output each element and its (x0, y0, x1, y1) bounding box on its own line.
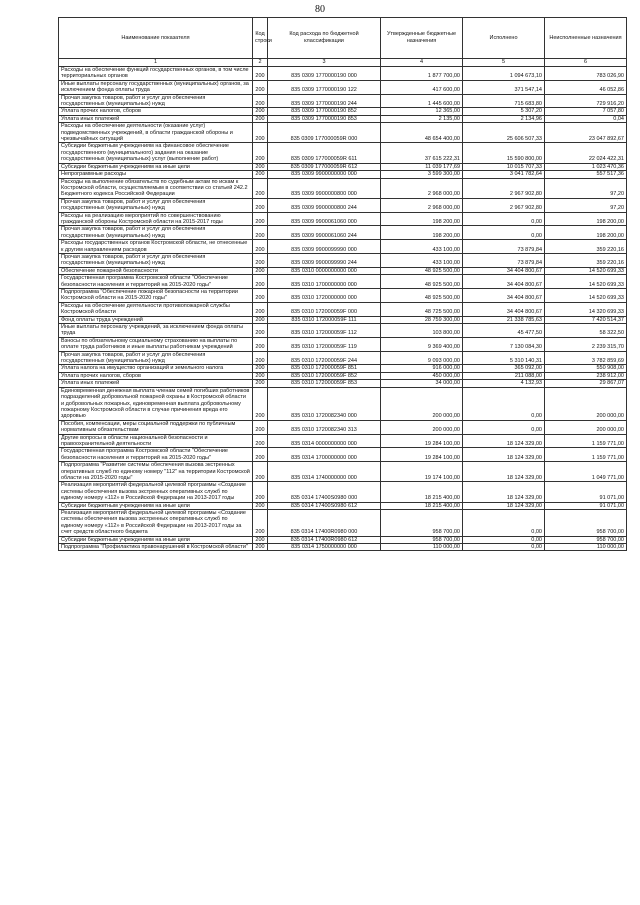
row-approved-amount: 28 759 300,00 (381, 316, 463, 323)
row-line-code: 200 (253, 123, 268, 143)
row-approved-amount: 198 200,00 (381, 212, 463, 226)
row-budget-code: 835 0310 172000059F 112 (268, 324, 381, 338)
row-approved-amount: 11 039 177,69 (381, 163, 463, 170)
table-row (59, 337, 627, 351)
row-executed-amount: 211 088,00 (463, 372, 545, 379)
table-row (59, 212, 627, 226)
row-line-code: 200 (253, 115, 268, 122)
row-remaining-amount: 14 520 699,33 (545, 275, 627, 289)
row-indicator-name: Расходы на выполнение обязательств по судебным актам по искам к Костромской области, осуществляемым в соответствии со статьей 242.2 Бюджетного кодекса Российской Федерации (59, 178, 253, 198)
row-indicator-name: Подпрограмма "Развитие системы обеспечения вызова экстренных оперативных служб по единому номеру "112" на территории Костромской области на 2015-2020 годы" (59, 462, 253, 482)
row-approved-amount: 110 000,00 (381, 544, 463, 551)
row-budget-code: 835 0314 1750000000 000 (268, 544, 381, 551)
row-indicator-name: Расходы на реализацию мероприятий по совершенствованию гражданской обороны Костромской области на 2015-2017 годы (59, 212, 253, 226)
column-number: 6 (545, 59, 627, 67)
row-remaining-amount: 14 520 699,33 (545, 289, 627, 303)
column-number: 5 (463, 59, 545, 67)
row-budget-code: 835 0314 1740000000 000 (268, 462, 381, 482)
table-row (59, 302, 627, 316)
row-budget-code: 835 0309 177000059R 612 (268, 163, 381, 170)
row-approved-amount: 958 700,00 (381, 510, 463, 537)
row-executed-amount: 34 404 800,67 (463, 267, 545, 274)
row-budget-code: 835 0309 1770000190 000 (268, 67, 381, 81)
row-remaining-amount: 729 916,20 (545, 94, 627, 108)
row-budget-code: 835 0309 1770000190 244 (268, 94, 381, 108)
row-approved-amount: 34 000,00 (381, 380, 463, 387)
row-remaining-amount: 200 000,00 (545, 420, 627, 434)
row-remaining-amount: 958 700,00 (545, 536, 627, 543)
row-remaining-amount: 198 200,00 (545, 212, 627, 226)
row-approved-amount: 198 200,00 (381, 226, 463, 240)
row-indicator-name: Уплата прочих налогов, сборов (59, 372, 253, 379)
table-row (59, 448, 627, 462)
table-row (59, 502, 627, 509)
row-indicator-name: Взносы по обязательному социальному страхованию на выплаты по оплате труда работников и иные выплаты работникам учреждений (59, 337, 253, 351)
row-budget-code: 835 0310 172000059F 111 (268, 316, 381, 323)
row-line-code: 200 (253, 226, 268, 240)
row-executed-amount: 0,00 (463, 420, 545, 434)
column-number-row (59, 59, 627, 67)
row-executed-amount: 3 041 782,64 (463, 171, 545, 178)
table-row (59, 267, 627, 274)
row-line-code: 200 (253, 198, 268, 212)
row-indicator-name: Уплата налога на имущество организаций и земельного налога (59, 365, 253, 372)
row-remaining-amount: 14 520 699,33 (545, 267, 627, 274)
row-budget-code: 835 0309 1770000190 852 (268, 108, 381, 115)
row-approved-amount: 19 174 100,00 (381, 462, 463, 482)
row-line-code: 200 (253, 324, 268, 338)
row-line-code: 200 (253, 212, 268, 226)
row-line-code: 200 (253, 267, 268, 274)
row-approved-amount: 9 093 000,00 (381, 351, 463, 365)
row-approved-amount: 916 000,00 (381, 365, 463, 372)
row-remaining-amount: 3 782 859,69 (545, 351, 627, 365)
row-executed-amount: 0,00 (463, 212, 545, 226)
row-remaining-amount: 22 024 422,31 (545, 143, 627, 163)
row-remaining-amount: 58 322,50 (545, 324, 627, 338)
row-indicator-name: Субсидии бюджетным учреждениям на финансовое обеспечение государственного (муниципального) задания на оказание государственных (муниципальных) услуг (выполнение работ) (59, 143, 253, 163)
row-budget-code: 835 0314 17400R0980 000 (268, 510, 381, 537)
row-budget-code: 835 0310 1720000000 000 (268, 289, 381, 303)
header-indicator-name: Наименование показателя (59, 18, 253, 59)
row-budget-code: 835 0310 172000059F 851 (268, 365, 381, 372)
row-executed-amount: 0,00 (463, 544, 545, 551)
table-row (59, 316, 627, 323)
row-remaining-amount: 783 026,90 (545, 67, 627, 81)
row-executed-amount: 2 967 902,80 (463, 178, 545, 198)
row-line-code: 200 (253, 337, 268, 351)
row-line-code: 200 (253, 536, 268, 543)
row-line-code: 200 (253, 163, 268, 170)
column-number: 3 (268, 59, 381, 67)
row-line-code: 200 (253, 482, 268, 502)
table-row (59, 380, 627, 387)
row-executed-amount: 5 307,20 (463, 108, 545, 115)
column-number: 4 (381, 59, 463, 67)
row-approved-amount: 958 700,00 (381, 536, 463, 543)
row-approved-amount: 18 215 400,00 (381, 482, 463, 502)
row-executed-amount: 34 404 800,67 (463, 302, 545, 316)
row-approved-amount: 2 135,00 (381, 115, 463, 122)
table-row (59, 123, 627, 143)
row-approved-amount: 48 925 500,00 (381, 289, 463, 303)
row-budget-code: 835 0309 9900099990 000 (268, 240, 381, 254)
table-row (59, 143, 627, 163)
row-budget-code: 835 0314 17400R0980 612 (268, 536, 381, 543)
row-approved-amount: 2 968 000,00 (381, 178, 463, 198)
row-remaining-amount: 557 517,36 (545, 171, 627, 178)
row-executed-amount: 2 967 902,80 (463, 198, 545, 212)
row-budget-code: 835 0310 172000059F 119 (268, 337, 381, 351)
row-indicator-name: Прочая закупка товаров, работ и услуг для обеспечения государственных (муниципальных) нужд (59, 198, 253, 212)
row-executed-amount: 73 879,84 (463, 240, 545, 254)
row-line-code: 200 (253, 544, 268, 551)
row-remaining-amount: 110 000,00 (545, 544, 627, 551)
table-row (59, 275, 627, 289)
header-executed: Исполнено (463, 18, 545, 59)
row-line-code: 200 (253, 80, 268, 94)
row-line-code: 200 (253, 94, 268, 108)
row-approved-amount: 1 445 600,00 (381, 94, 463, 108)
row-remaining-amount: 46 052,86 (545, 80, 627, 94)
row-remaining-amount: 91 071,00 (545, 482, 627, 502)
row-executed-amount: 25 606 507,33 (463, 123, 545, 143)
row-remaining-amount: 238 912,00 (545, 372, 627, 379)
table-row (59, 226, 627, 240)
row-approved-amount: 433 100,00 (381, 253, 463, 267)
row-line-code: 200 (253, 171, 268, 178)
table-row (59, 372, 627, 379)
row-executed-amount: 73 879,84 (463, 253, 545, 267)
table-row (59, 108, 627, 115)
row-line-code: 200 (253, 178, 268, 198)
row-remaining-amount: 97,20 (545, 178, 627, 198)
row-indicator-name: Подпрограмма "Обеспечение пожарной безопасности на территории Костромской области на 2015-2020 годы" (59, 289, 253, 303)
row-line-code: 200 (253, 380, 268, 387)
table-row (59, 420, 627, 434)
row-executed-amount: 1 094 673,10 (463, 67, 545, 81)
row-approved-amount: 433 100,00 (381, 240, 463, 254)
row-approved-amount: 417 600,00 (381, 80, 463, 94)
row-budget-code: 835 0310 172000059F 244 (268, 351, 381, 365)
table-row (59, 240, 627, 254)
row-executed-amount: 371 547,14 (463, 80, 545, 94)
row-line-code: 200 (253, 289, 268, 303)
table-row (59, 510, 627, 537)
row-budget-code: 835 0310 1720082340 313 (268, 420, 381, 434)
row-executed-amount: 34 404 800,67 (463, 289, 545, 303)
row-indicator-name: Уплата иных платежей (59, 380, 253, 387)
row-line-code: 200 (253, 434, 268, 448)
row-indicator-name: Субсидии бюджетным учреждениям на иные цели (59, 536, 253, 543)
row-line-code: 200 (253, 351, 268, 365)
row-budget-code: 835 0314 1700000000 000 (268, 448, 381, 462)
row-approved-amount: 48 925 500,00 (381, 267, 463, 274)
table-row (59, 80, 627, 94)
row-indicator-name: Государственная программа Костромской области "Обеспечение безопасности населения и территорий на 2015-2020 годы" (59, 448, 253, 462)
row-executed-amount: 2 134,96 (463, 115, 545, 122)
row-budget-code: 835 0309 177000059R 611 (268, 143, 381, 163)
row-indicator-name: Пособия, компенсации, меры социальной поддержки по публичным нормативным обязательствам (59, 420, 253, 434)
row-budget-code: 835 0309 9900061060 244 (268, 226, 381, 240)
table-row (59, 482, 627, 502)
row-budget-code: 835 0309 9900000800 000 (268, 178, 381, 198)
row-budget-code: 835 0314 17400S0980 000 (268, 482, 381, 502)
row-executed-amount: 45 477,50 (463, 324, 545, 338)
row-remaining-amount: 1 023 470,36 (545, 163, 627, 170)
row-line-code: 200 (253, 67, 268, 81)
row-approved-amount: 48 654 400,00 (381, 123, 463, 143)
budget-execution-table (58, 17, 627, 551)
row-indicator-name: Обеспечение пожарной безопасности (59, 267, 253, 274)
row-remaining-amount: 1 049 771,00 (545, 462, 627, 482)
row-executed-amount: 18 124 329,00 (463, 482, 545, 502)
table-row (59, 434, 627, 448)
row-budget-code: 835 0314 17400S0980 612 (268, 502, 381, 509)
row-remaining-amount: 91 071,00 (545, 502, 627, 509)
row-executed-amount: 0,00 (463, 387, 545, 420)
row-approved-amount: 200 000,00 (381, 420, 463, 434)
table-header-row (59, 18, 627, 59)
row-line-code: 200 (253, 316, 268, 323)
row-budget-code: 835 0310 0000000000 000 (268, 267, 381, 274)
row-remaining-amount: 7 057,80 (545, 108, 627, 115)
row-indicator-name: Расходы на обеспечение функций государственных органов, в том числе территориальных органов (59, 67, 253, 81)
row-indicator-name: Фонд оплаты труда учреждений (59, 316, 253, 323)
row-budget-code: 835 0309 9900000000 000 (268, 171, 381, 178)
row-executed-amount: 21 338 785,63 (463, 316, 545, 323)
row-indicator-name: Субсидии бюджетным учреждениям на иные цели (59, 502, 253, 509)
row-indicator-name: Реализация мероприятий федеральной целевой программы «Создание системы обеспечения вызова экстренных оперативных служб по единому номеру «112» в Российской Федерации на 2013-2017 годы (59, 482, 253, 502)
row-budget-code: 835 0310 1700000000 000 (268, 275, 381, 289)
row-approved-amount: 3 599 300,00 (381, 171, 463, 178)
row-executed-amount: 18 124 329,00 (463, 434, 545, 448)
row-executed-amount: 365 092,00 (463, 365, 545, 372)
row-approved-amount: 19 284 100,00 (381, 434, 463, 448)
row-remaining-amount: 1 159 771,00 (545, 434, 627, 448)
row-line-code: 200 (253, 365, 268, 372)
row-budget-code: 835 0309 9900099990 244 (268, 253, 381, 267)
header-remaining: Неисполненные назначения (545, 18, 627, 59)
row-line-code: 200 (253, 372, 268, 379)
row-indicator-name: Иные выплаты персоналу государственных (муниципальных) органов, за исключением фонда оплаты труда (59, 80, 253, 94)
row-indicator-name: Расходы на обеспечение деятельности (оказание услуг) подведомственных учреждений, в области гражданской обороны и чрезвычайных ситуаций (59, 123, 253, 143)
table-row (59, 163, 627, 170)
page-number: 80 (315, 4, 325, 15)
row-line-code: 200 (253, 462, 268, 482)
row-remaining-amount: 7 420 514,37 (545, 316, 627, 323)
column-number: 2 (253, 59, 268, 67)
row-budget-code: 835 0309 1770000190 122 (268, 80, 381, 94)
row-remaining-amount: 23 047 892,67 (545, 123, 627, 143)
row-budget-code: 835 0310 172000059F 853 (268, 380, 381, 387)
table-row (59, 324, 627, 338)
table-row (59, 198, 627, 212)
row-executed-amount: 18 124 329,00 (463, 448, 545, 462)
table-row (59, 253, 627, 267)
table-row (59, 67, 627, 81)
row-executed-amount: 10 015 707,33 (463, 163, 545, 170)
row-budget-code: 835 0314 0000000000 000 (268, 434, 381, 448)
row-approved-amount: 12 365,00 (381, 108, 463, 115)
table-row (59, 289, 627, 303)
row-approved-amount: 2 968 000,00 (381, 198, 463, 212)
row-indicator-name: Субсидии бюджетным учреждениям на иные цели (59, 163, 253, 170)
table-row (59, 115, 627, 122)
row-line-code: 200 (253, 143, 268, 163)
row-indicator-name: Уплата иных платежей (59, 115, 253, 122)
header-line-code: Код строки (253, 18, 268, 59)
row-remaining-amount: 14 320 699,33 (545, 302, 627, 316)
table-row (59, 171, 627, 178)
row-indicator-name: Уплата прочих налогов, сборов (59, 108, 253, 115)
row-indicator-name: Государственная программа Костромской области "Обеспечение безопасности населения и территорий на 2015-2020 годы" (59, 275, 253, 289)
row-remaining-amount: 359 220,16 (545, 240, 627, 254)
row-budget-code: 835 0309 9900000800 244 (268, 198, 381, 212)
row-indicator-name: Непрограммные расходы (59, 171, 253, 178)
row-remaining-amount: 2 239 315,70 (545, 337, 627, 351)
row-line-code: 200 (253, 387, 268, 420)
row-line-code: 200 (253, 420, 268, 434)
row-remaining-amount: 198 200,00 (545, 226, 627, 240)
row-executed-amount: 7 130 084,30 (463, 337, 545, 351)
row-executed-amount: 0,00 (463, 510, 545, 537)
row-indicator-name: Прочая закупка товаров, работ и услуг для обеспечения государственных (муниципальных) нужд (59, 94, 253, 108)
row-approved-amount: 19 284 100,00 (381, 448, 463, 462)
row-line-code: 200 (253, 302, 268, 316)
row-line-code: 200 (253, 253, 268, 267)
column-number: 1 (59, 59, 253, 67)
row-line-code: 200 (253, 240, 268, 254)
row-indicator-name: Подпрограмма "Профилактика правонарушений в Костромской области" (59, 544, 253, 551)
row-remaining-amount: 200 000,00 (545, 387, 627, 420)
table-row (59, 536, 627, 543)
row-indicator-name: Реализация мероприятий федеральной целевой программы «Создание системы обеспечения вызова экстренных оперативных служб по единому номеру «112» в Российской Федерации на 2013-2017 годы за счет средств областного бюджета (59, 510, 253, 537)
row-executed-amount: 34 404 800,67 (463, 275, 545, 289)
row-remaining-amount: 1 159 771,00 (545, 448, 627, 462)
row-executed-amount: 15 590 800,00 (463, 143, 545, 163)
row-remaining-amount: 550 908,00 (545, 365, 627, 372)
row-executed-amount: 0,00 (463, 226, 545, 240)
row-indicator-name: Иные выплаты персоналу учреждений, за исключением фонда оплаты труда (59, 324, 253, 338)
row-approved-amount: 450 000,00 (381, 372, 463, 379)
table-row (59, 462, 627, 482)
row-approved-amount: 200 000,00 (381, 387, 463, 420)
row-executed-amount: 5 310 140,31 (463, 351, 545, 365)
table-row (59, 544, 627, 551)
row-approved-amount: 1 877 700,00 (381, 67, 463, 81)
row-executed-amount: 715 683,80 (463, 94, 545, 108)
row-approved-amount: 48 725 500,00 (381, 302, 463, 316)
row-line-code: 200 (253, 108, 268, 115)
row-remaining-amount: 97,20 (545, 198, 627, 212)
row-executed-amount: 18 124 329,00 (463, 502, 545, 509)
row-approved-amount: 18 215 400,00 (381, 502, 463, 509)
row-line-code: 200 (253, 275, 268, 289)
row-remaining-amount: 359 220,16 (545, 253, 627, 267)
row-indicator-name: Единовременная денежная выплата членам семей погибших работников подразделений добровольной пожарной охраны в Костромской области и добровольных пожарных, единовременная выплата добровольному пожарному Костромской области в случае причинения вреда его здоровью (59, 387, 253, 420)
row-budget-code: 835 0310 1720082340 000 (268, 387, 381, 420)
row-approved-amount: 9 369 400,00 (381, 337, 463, 351)
row-budget-code: 835 0309 9900061060 000 (268, 212, 381, 226)
row-indicator-name: Прочая закупка товаров, работ и услуг для обеспечения государственных (муниципальных) нужд (59, 253, 253, 267)
row-indicator-name: Другие вопросы в области национальной безопасности и правоохранительной деятельности (59, 434, 253, 448)
row-line-code: 200 (253, 448, 268, 462)
row-executed-amount: 18 124 329,00 (463, 462, 545, 482)
row-budget-code: 835 0310 172000059F 000 (268, 302, 381, 316)
row-executed-amount: 0,00 (463, 536, 545, 543)
row-line-code: 200 (253, 502, 268, 509)
table-row (59, 94, 627, 108)
row-budget-code: 835 0309 177000059R 000 (268, 123, 381, 143)
row-executed-amount: 4 132,93 (463, 380, 545, 387)
row-indicator-name: Прочая закупка товаров, работ и услуг для обеспечения государственных (муниципальных) нужд (59, 351, 253, 365)
table-row (59, 387, 627, 420)
row-indicator-name: Расходы государственных органов Костромской области, не отнесенные к другим направлениям расходов (59, 240, 253, 254)
header-budget-code: Код расхода по бюджетной классификации (268, 18, 381, 59)
header-approved: Утвержденные бюджетные назначения (381, 18, 463, 59)
row-budget-code: 835 0310 172000059F 852 (268, 372, 381, 379)
table-row (59, 365, 627, 372)
row-remaining-amount: 958 700,00 (545, 510, 627, 537)
row-line-code: 200 (253, 510, 268, 537)
table-row (59, 178, 627, 198)
table-body (59, 67, 627, 551)
row-indicator-name: Прочая закупка товаров, работ и услуг для обеспечения государственных (муниципальных) нужд (59, 226, 253, 240)
row-remaining-amount: 29 867,07 (545, 380, 627, 387)
table-row (59, 351, 627, 365)
row-indicator-name: Расходы на обеспечение деятельности противопожарной службы Костромской области (59, 302, 253, 316)
row-remaining-amount: 0,04 (545, 115, 627, 122)
row-approved-amount: 37 615 222,31 (381, 143, 463, 163)
row-budget-code: 835 0309 1770000190 853 (268, 115, 381, 122)
row-approved-amount: 48 925 500,00 (381, 275, 463, 289)
row-approved-amount: 103 800,00 (381, 324, 463, 338)
